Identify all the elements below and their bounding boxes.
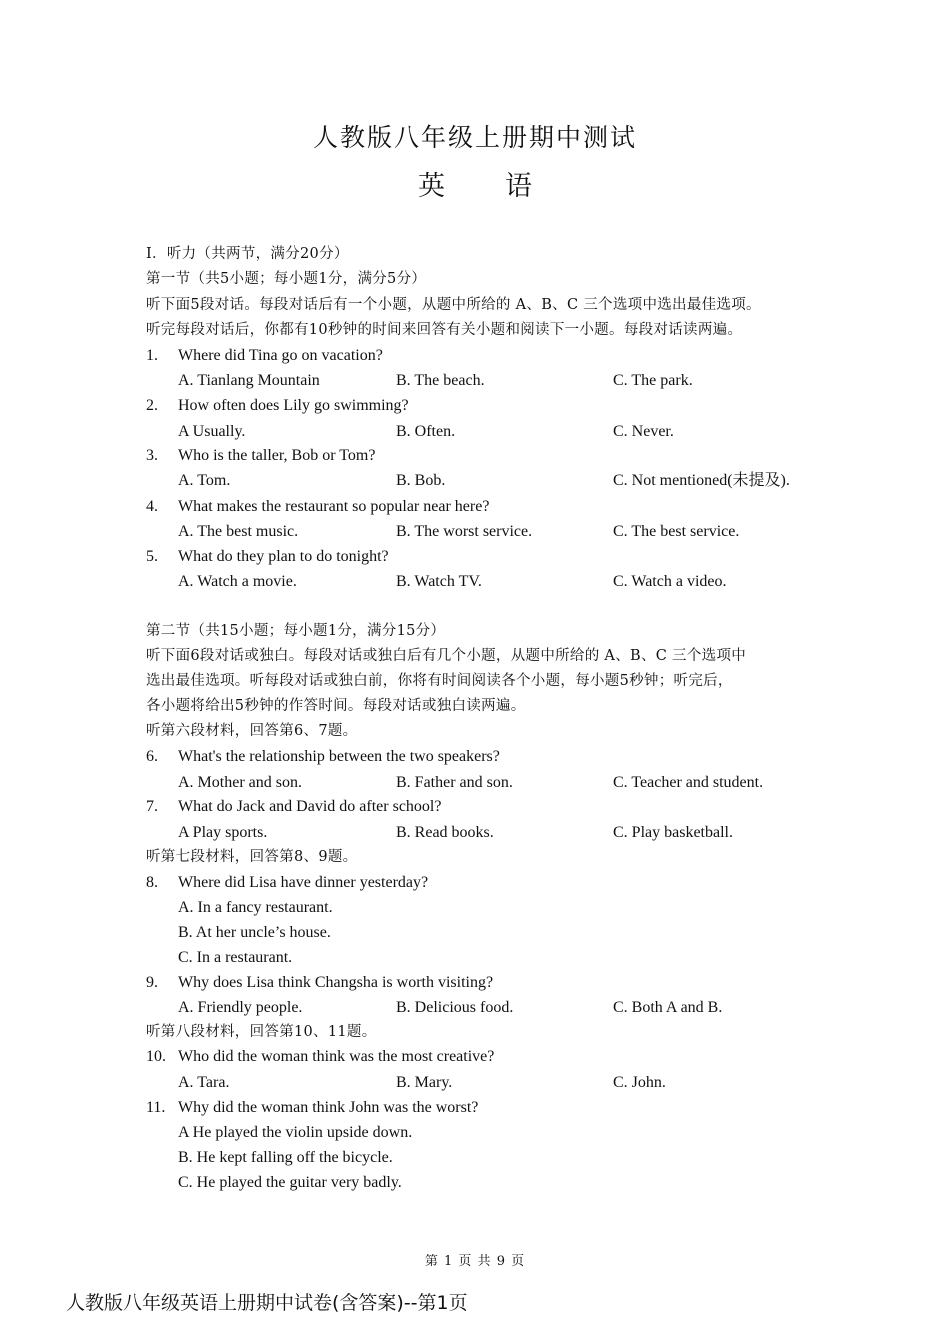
page-footer: 第 1 页 共 9 页: [424, 1254, 526, 1269]
question-number: 4.: [146, 498, 158, 515]
question-text: Where did Lisa have dinner yesterday?: [178, 874, 429, 891]
section-heading-listening: I．听力（共两节，满分20分）: [146, 246, 349, 262]
question-number: 6.: [146, 748, 158, 765]
option-c: C. Not mentioned(未提及).: [613, 472, 790, 489]
question-text: Where did Tina go on vacation?: [178, 347, 383, 364]
question-text: What makes the restaurant so popular near here?: [178, 498, 490, 515]
option-b: B. The beach.: [396, 372, 485, 389]
subject-char-2: 语: [505, 171, 532, 202]
option-a: A Play sports.: [178, 824, 268, 841]
option-a: A Usually.: [178, 423, 246, 440]
question-number: 7.: [146, 798, 158, 815]
option-c: C. Play basketball.: [613, 824, 733, 841]
option-b: B. Watch TV.: [396, 573, 482, 590]
option-c: C. John.: [613, 1074, 666, 1091]
option-b: B. Delicious food.: [396, 999, 514, 1016]
part1-heading: 第一节（共5小题；每小题1分，满分5分）: [146, 271, 427, 287]
option-b: B. Bob.: [396, 472, 446, 489]
option-a: A. Mother and son.: [178, 774, 302, 791]
option-b: B. Father and son.: [396, 774, 513, 791]
question-number: 8.: [146, 874, 158, 891]
question-text: Who is the taller, Bob or Tom?: [178, 447, 376, 464]
option-c: C. He played the guitar very badly.: [178, 1174, 402, 1191]
question-text: How often does Lily go swimming?: [178, 397, 409, 414]
question-text: What do Jack and David do after school?: [178, 798, 442, 815]
option-a: A. Friendly people.: [178, 999, 303, 1016]
part1-instruction-1: 听下面5段对话。每段对话后有一个小题，从题中所给的 A、B、C 三个选项中选出最佳选项。: [146, 297, 761, 313]
material-8-heading: 听第八段材料，回答第10、11题。: [146, 1024, 377, 1040]
option-c: C. Never.: [613, 423, 674, 440]
option-b: B. Often.: [396, 423, 456, 440]
question-text: What do they plan to do tonight?: [178, 548, 389, 565]
option-a: A. Watch a movie.: [178, 573, 297, 590]
question-text: What's the relationship between the two speakers?: [178, 748, 500, 765]
option-a: A. Tom.: [178, 472, 231, 489]
question-text: Why does Lisa think Changsha is worth visiting?: [178, 974, 494, 991]
option-c: C. Teacher and student.: [613, 774, 764, 791]
material-6-heading: 听第六段材料，回答第6、7题。: [146, 723, 358, 739]
option-b: B. At her uncle’s house.: [178, 924, 331, 941]
document-caption: 人教版八年级英语上册期中试卷(含答案)--第1页: [66, 1292, 468, 1314]
option-c: C. Watch a video.: [613, 573, 727, 590]
subject-char-1: 英: [418, 171, 445, 202]
option-b: B. He kept falling off the bicycle.: [178, 1149, 393, 1166]
question-number: 10.: [146, 1048, 166, 1065]
part2-instruction-3: 各小题将给出5秒钟的作答时间。每段对话或独白读两遍。: [146, 698, 526, 714]
option-a: A He played the violin upside down.: [178, 1124, 413, 1141]
subject-title: [0, 164, 950, 203]
question-text: Why did the woman think John was the worst?: [178, 1099, 479, 1116]
material-7-heading: 听第七段材料，回答第8、9题。: [146, 849, 358, 865]
option-c: C. Both A and B.: [613, 999, 723, 1016]
option-b: B. The worst service.: [396, 523, 533, 540]
exam-title: 人教版八年级上册期中测试: [312, 123, 637, 152]
question-number: 9.: [146, 974, 158, 991]
question-number: 1.: [146, 347, 158, 364]
option-c: C. The best service.: [613, 523, 740, 540]
option-b: B. Read books.: [396, 824, 494, 841]
option-a: A. Tianlang Mountain: [178, 372, 320, 389]
question-number: 11.: [146, 1099, 166, 1116]
option-a: A. The best music.: [178, 523, 299, 540]
question-number: 3.: [146, 447, 158, 464]
part2-heading: 第二节（共15小题；每小题1分，满分15分）: [146, 623, 446, 639]
question-number: 2.: [146, 397, 158, 414]
option-c: C. In a restaurant.: [178, 949, 293, 966]
question-text: Who did the woman think was the most creative?: [178, 1048, 495, 1065]
option-a: A. Tara.: [178, 1074, 230, 1091]
option-c: C. The park.: [613, 372, 693, 389]
option-b: B. Mary.: [396, 1074, 453, 1091]
option-a: A. In a fancy restaurant.: [178, 899, 333, 916]
part1-instruction-2: 听完每段对话后，你都有10秒钟的时间来回答有关小题和阅读下一小题。每段对话读两遍。: [146, 322, 743, 338]
part2-instruction-2: 选出最佳选项。听每段对话或独白前，你将有时间阅读各个小题，每小题5秒钟；听完后，: [146, 673, 733, 689]
part2-instruction-1: 听下面6段对话或独白。每段对话或独白后有几个小题，从题中所给的 A、B、C 三个选项中: [146, 648, 747, 664]
question-number: 5.: [146, 548, 158, 565]
